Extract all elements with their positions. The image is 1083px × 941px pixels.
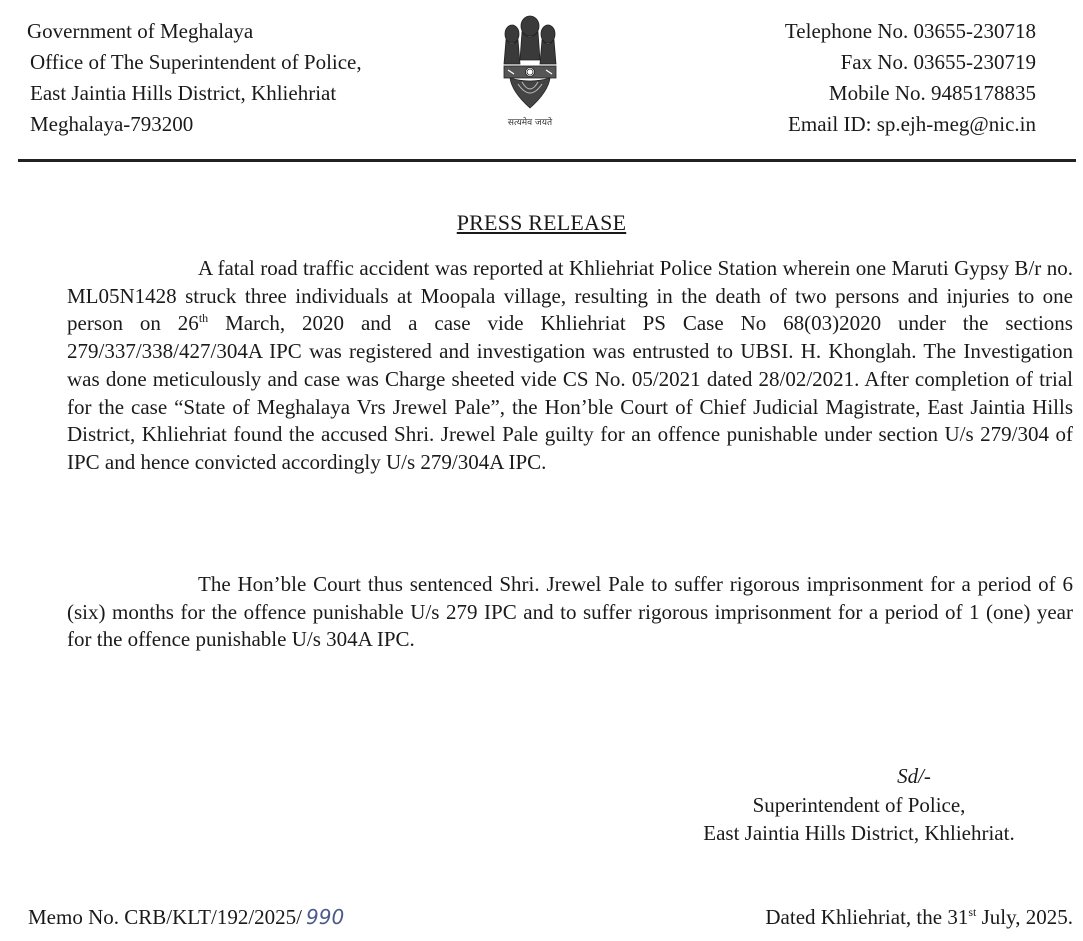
signatory-designation: Superintendent of Police, (752, 792, 966, 817)
memo-number (28, 905, 344, 930)
lion-capital-icon (500, 12, 560, 114)
dated-line (765, 905, 1073, 930)
office-address-block (27, 16, 362, 140)
fax-number: Fax No. 03655-230719 (840, 50, 1036, 74)
dated-superscript: st (968, 905, 977, 919)
body-paragraph-2: The Hon’ble Court thus sentenced Shri. Jrewel Pale to suffer rigorous imprisonment for a period of 6 (six) months for the offence punishable U/s 279 IPC and to suffer rigorous imprisonment for a period of 1 (one) year for the offence punishable U/s 304A IPC. (67, 572, 1073, 652)
document-title: PRESS RELEASE (456, 210, 627, 235)
header-divider (18, 159, 1076, 162)
signatory-district: East Jaintia Hills District, Khliehriat. (703, 821, 1015, 845)
address-line-4: Meghalaya-793200 (30, 112, 194, 136)
mobile-number: Mobile No. 9485178835 (828, 81, 1036, 105)
dated-prefix: Dated Khliehriat, the 31 (765, 905, 969, 929)
para1-text-b: March, 2020 and a case vide Khliehriat PS Case No 68(03)2020 under the sections 279/337/338/427/304A IPC was registered and investigation was entrusted to UBSI. H. Khonglah. The Investigation was done meticulously and case was Charge sheeted vide CS No. 05/2021 dated 28/02/2021. After completion of trial for the case “State of Meghalaya Vrs Jrewel Pale”, the Hon’ble Court of Chief Judicial Magistrate, East Jaintia Hills District, Khliehriat found the accused Shri. Jrewel Pale guilty for an offence punishable under section U/s 279/304 of IPC and hence convicted accordingly U/s 279/304A IPC. (67, 311, 1073, 474)
dated-suffix: July, 2025. (976, 905, 1073, 929)
contact-block (785, 16, 1036, 140)
para1-superscript: th (198, 311, 209, 326)
para1-text-a: A fatal road traffic accident was reported at Khliehriat Police Station wherein one Maruti Gypsy B/r no. ML05N1428 struck three individuals at Moopala village, resulting in the death of two persons and injuries to one person on 26 (67, 256, 1073, 336)
emblem-motto: सत्यमेव जयते (507, 118, 553, 128)
address-line-2: Office of The Superintendent of Police, (30, 50, 362, 74)
telephone-number: Telephone No. 03655-230718 (784, 19, 1036, 43)
email-id: Email ID: sp.ejh-meg@nic.in (788, 112, 1036, 136)
state-emblem-icon (500, 12, 560, 130)
signed-mark: Sd/- (897, 764, 931, 788)
address-line-3: East Jaintia Hills District, Khliehriat (30, 81, 337, 105)
memo-label: Memo No. CRB/KLT/192/2025/ (28, 905, 302, 929)
memo-handwritten-number: 990 (306, 905, 345, 929)
signature-block (659, 762, 1059, 848)
body-paragraph-1 (67, 255, 1073, 477)
address-line-1: Government of Meghalaya (27, 19, 254, 43)
